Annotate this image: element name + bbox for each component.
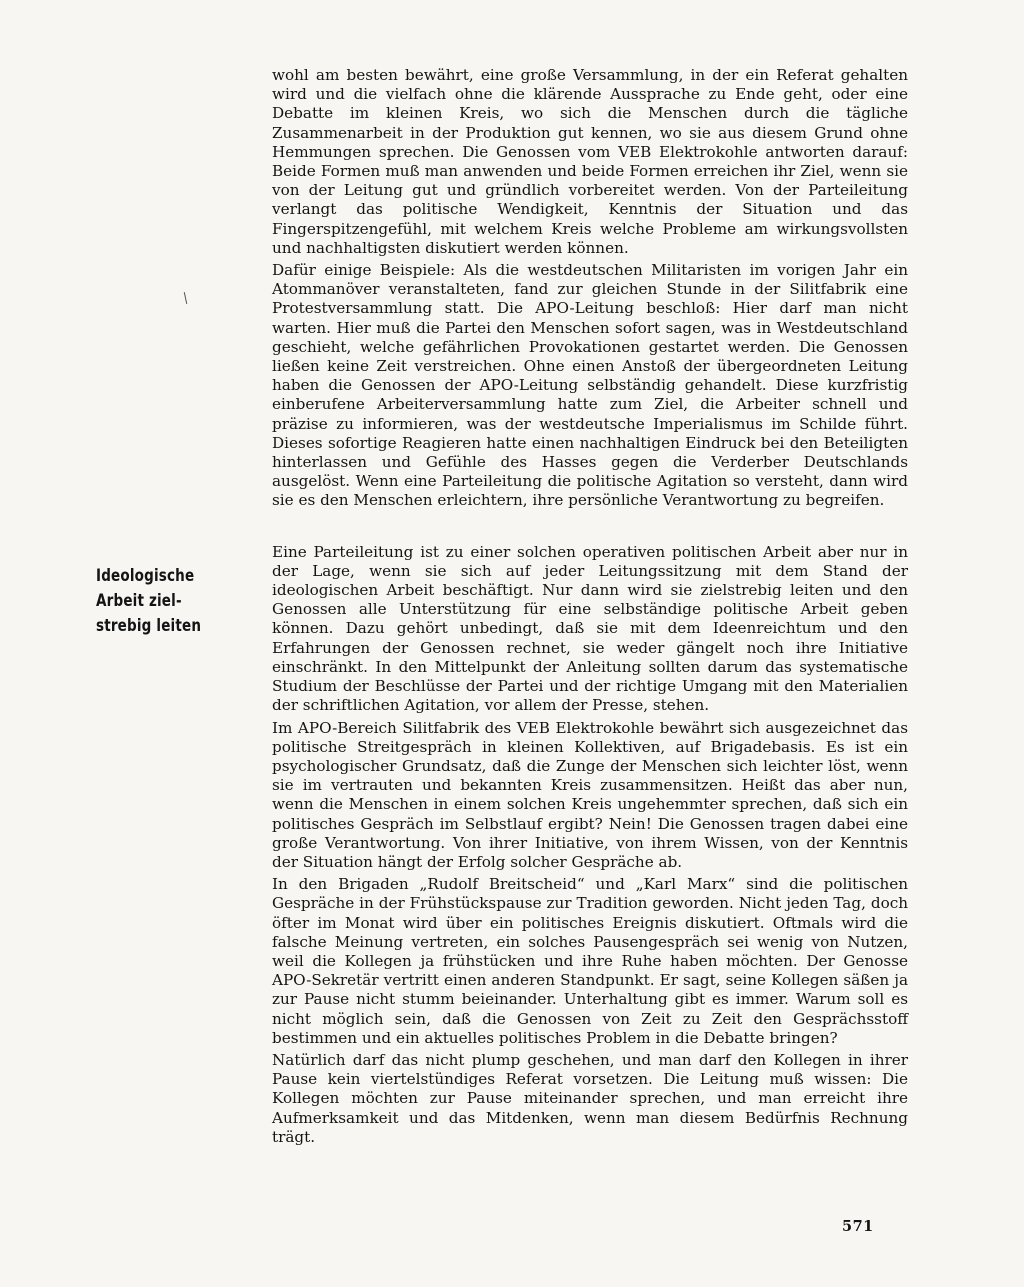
page-number: 571 — [842, 1218, 874, 1235]
section-spacer — [272, 514, 908, 543]
paragraph: wohl am besten bewährt, eine große Versammlung, in der ein Referat gehalten wird und die vielfach ohne die klärende Aussprache zu Ende geht, oder eine Debatte im kleinen Kreis, wo sich die Menschen durch die tägliche Zusammenarbeit in der Produktion gut kennen, wo sie aus diesem Grund ohne Hemmungen sprechen. Die Genossen vom VEB Elektrokohle antworten darauf: Beide Formen muß man anwenden und beide Formen erreichen ihr Ziel, wenn sie von der Leitung gut und gründlich vorbereitet werden. Von der Parteileitung verlangt das politische Wendigkeit, Kenntnis der Situation und das Fingerspitzengefühl, mit welchem Kreis welche Probleme am wirkungsvollsten und nachhaltigsten diskutiert werden können. — [272, 66, 908, 257]
marginal-heading-line-3: strebig leiten — [96, 616, 202, 635]
marginal-heading — [96, 563, 227, 638]
body-text — [272, 66, 908, 1150]
marginal-heading-line-1: Ideologische — [96, 566, 195, 585]
stray-mark — [184, 292, 187, 304]
marginal-heading-line-2: Arbeit ziel- — [96, 591, 182, 610]
paragraph: Eine Parteileitung ist zu einer solchen operativen politischen Arbeit aber nur in der Lage, wenn sie sich auf jeder Leitungssitzung mit dem Stand der ideologischen Arbeit beschäftigt. Nur dann wird sie zielstrebig leiten und den Genossen alle Unterstützung für eine selbständige politische Arbeit geben können. Dazu gehört unbedingt, daß sie mit dem Ideenreichtum und den Erfahrungen der Genossen rechnet, sie weder gängelt noch ihre Initiative einschränkt. In den Mittelpunkt der Anleitung sollten darum das systematische Studium der Beschlüsse der Partei und der richtige Umgang mit den Materialien der schriftlichen Agitation, vor allem der Presse, stehen. — [272, 542, 908, 715]
paragraph: Dafür einige Beispiele: Als die westdeutschen Militaristen im vorigen Jahr ein Atommanöver veranstalteten, fand zur gleichen Stunde in der Silitfabrik eine Protestversammlung statt. Die APO-Leitung beschloß: Hier darf man nicht warten. Hier muß die Partei den Menschen sofort sagen, was in Westdeutschland geschieht, welche gefährlichen Provokationen gestartet werden. Die Genossen ließen keine Zeit verstreichen. Ohne einen Anstoß der übergeordneten Leitung haben die Genossen der APO-Leitung selbständig gehandelt. Diese kurzfristig einberufene Arbeiterversammlung hatte zum Ziel, die Arbeiter schnell und präzise zu informieren, was der westdeutsche Imperialismus im Schilde führt. Dieses sofortige Reagieren hatte einen nachhaltigen Eindruck bei den Beteiligten hinterlassen und Gefühle des Hasses gegen die Verderber Deutschlands ausgelöst. Wenn eine Parteileitung die politische Agitation so versteht, dann wird sie es den Menschen erleichtern, ihre persönliche Verantwortung zu begreifen. — [272, 261, 908, 510]
paragraph: In den Brigaden „Rudolf Breitscheid“ und „Karl Marx“ sind die politischen Gespräche in der Frühstückspause zur Tradition geworden. Nicht jeden Tag, doch öfter im Monat wird über ein politisches Ereignis diskutiert. Oftmals wird die falsche Meinung vertreten, ein solches Pausengespräch sei wenig von Nutzen, weil die Kollegen ja frühstücken und ihre Ruhe haben möchten. Der Genosse APO-Sekretär vertritt einen anderen Standpunkt. Er sagt, seine Kollegen säßen ja zur Pause nicht stumm beieinander. Unterhaltung gibt es immer. Warum soll es nicht möglich sein, daß die Genossen von Zeit zu Zeit den Gesprächsstoff bestimmen und ein aktuelles politisches Problem in die Debatte bringen? — [272, 875, 908, 1047]
paragraph: Im APO-Bereich Silitfabrik des VEB Elektrokohle bewährt sich ausgezeichnet das politische Streitgespräch in kleinen Kollektiven, auf Brigadebasis. Es ist ein psychologischer Grundsatz, daß die Zunge der Menschen sich leichter löst, wenn sie im vertrauten und bekannten Kreis zusammensitzen. Heißt das aber nun, wenn die Menschen in einem solchen Kreis ungehemmter sprechen, daß sich ein politisches Gespräch im Selbstlauf ergibt? Nein! Die Genossen tragen dabei eine große Verantwortung. Von ihrer Initiative, von ihrem Wissen, von der Kenntnis der Situation hängt der Erfolg solcher Gespräche ab. — [272, 718, 908, 871]
paragraph: Natürlich darf das nicht plump geschehen, und man darf den Kollegen in ihrer Pause kein viertelstündiges Referat vorsetzen. Die Leitung muß wissen: Die Kollegen möchten zur Pause miteinander sprechen, und man erreicht ihre Aufmerksamkeit und das Mitdenken, wenn man diesem Bedürfnis Rechnung trägt. — [272, 1050, 908, 1146]
